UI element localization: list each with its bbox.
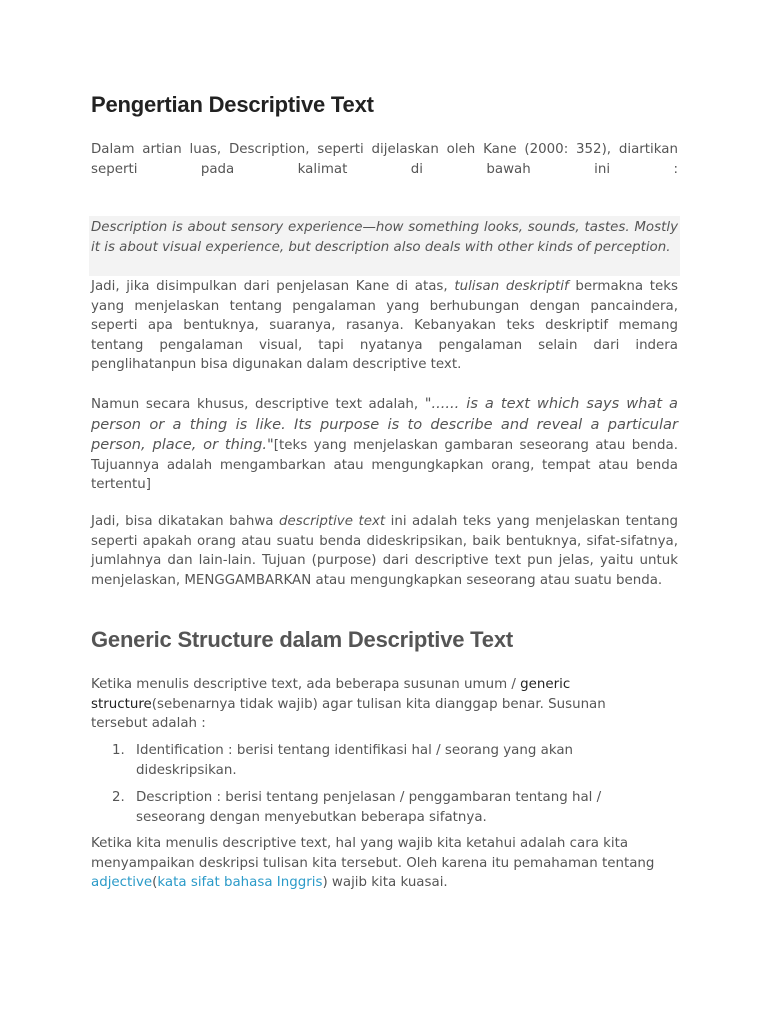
list-item <box>91 788 631 827</box>
generic-structure-term: generic structure <box>91 677 571 712</box>
list-item-number: 2. <box>112 790 125 805</box>
para2-italic: "...... is a text which says what a person or a thing is like. Its purpose is to describe and reveal a particular person, place, or thing." <box>91 395 678 453</box>
list-item <box>91 741 631 780</box>
intro-line-1: Dalam artian luas, Description, seperti dijelaskan oleh Kane (2000: 352), diartikan <box>91 142 678 157</box>
section-heading: Generic Structure dalam Descriptive Text <box>91 627 513 652</box>
para3-pre: Jadi, bisa dikatakan bahwa <box>91 514 280 529</box>
paragraph-generic-structure <box>91 675 651 734</box>
list-item-text: Identification : berisi tentang identifikasi hal / seorang yang akan dideskripsikan. <box>136 743 574 778</box>
para1-pre: Jadi, jika disimpulkan dari penjelasan Kane di atas, <box>91 279 455 294</box>
adjective-link[interactable]: adjective <box>91 875 153 890</box>
list-item-text: Description : berisi tentang penjelasan / penggambaran tentang hal / seseorang dengan menyebutkan beberapa sifatnya. <box>136 790 602 825</box>
para3-italic: descriptive text <box>279 514 386 529</box>
para2-pre: Namun secara khusus, descriptive text adalah, <box>91 397 425 412</box>
para3-post: ini adalah teks yang menjelaskan tentang seperti apakah orang atau suatu benda dideskripsikan, baik bentuknya, sifat-sifatnya, jumlahnya dan lain-lain. Tujuan (purpose) dari descriptive text pun jelas, yaitu untuk menjelaskan, MENGGAMBARKAN atau mengungkapkan seseorang atau suatu benda. <box>91 514 678 588</box>
intro-line-2: seperti pada kalimat di bawah ini : <box>91 162 678 177</box>
para5-open: ( <box>152 875 158 890</box>
para2-post: [teks yang menjelaskan gambaran seseorang atau benda. Tujuannya adalah mengambarkan atau mengungkapkan orang, tempat atau benda tertentu] <box>91 438 678 492</box>
list-item-number: 1. <box>112 743 125 758</box>
para4-pre: Ketika menulis descriptive text, ada beberapa susunan umum / <box>91 677 521 692</box>
paragraph-definition <box>91 394 678 495</box>
para1-post: bermakna teks yang menjelaskan tentang pengalaman yang berhubungan dengan pancaindera, seperti apa bentuknya, suaranya, rasanya. Kebanyakan teks deskriptif memang tentang pengalaman visual, tapi nyatanya pengalaman selain dari indera penglihatanpun bisa digunakan dalam descriptive text. <box>91 279 678 372</box>
para5-close: ) wajib kita kuasai. <box>322 875 448 890</box>
para1-italic: tulisan deskriptif <box>454 279 569 294</box>
structure-list <box>91 741 631 835</box>
quote-block <box>89 216 680 276</box>
paragraph-kane-conclusion <box>91 277 678 375</box>
paragraph-adjective <box>91 834 661 893</box>
paragraph-summary <box>91 512 678 590</box>
para4-post: (sebenarnya tidak wajib) agar tulisan kita dianggap benar. Susunan tersebut adalah : <box>91 696 606 731</box>
quote-text: Description is about sensory experience—how something looks, sounds, tastes. Mostly it is about visual experience, but description also deals with other kinds of perception. <box>91 220 678 255</box>
para5-pre: Ketika kita menulis descriptive text, hal yang wajib kita ketahui adalah cara kita menyampaikan deskripsi tulisan kita tersebut. Oleh karena itu pemahaman tentang <box>91 836 655 871</box>
kata-sifat-link[interactable]: kata sifat bahasa Inggris <box>157 875 323 890</box>
page-title: Pengertian Descriptive Text <box>91 92 374 117</box>
